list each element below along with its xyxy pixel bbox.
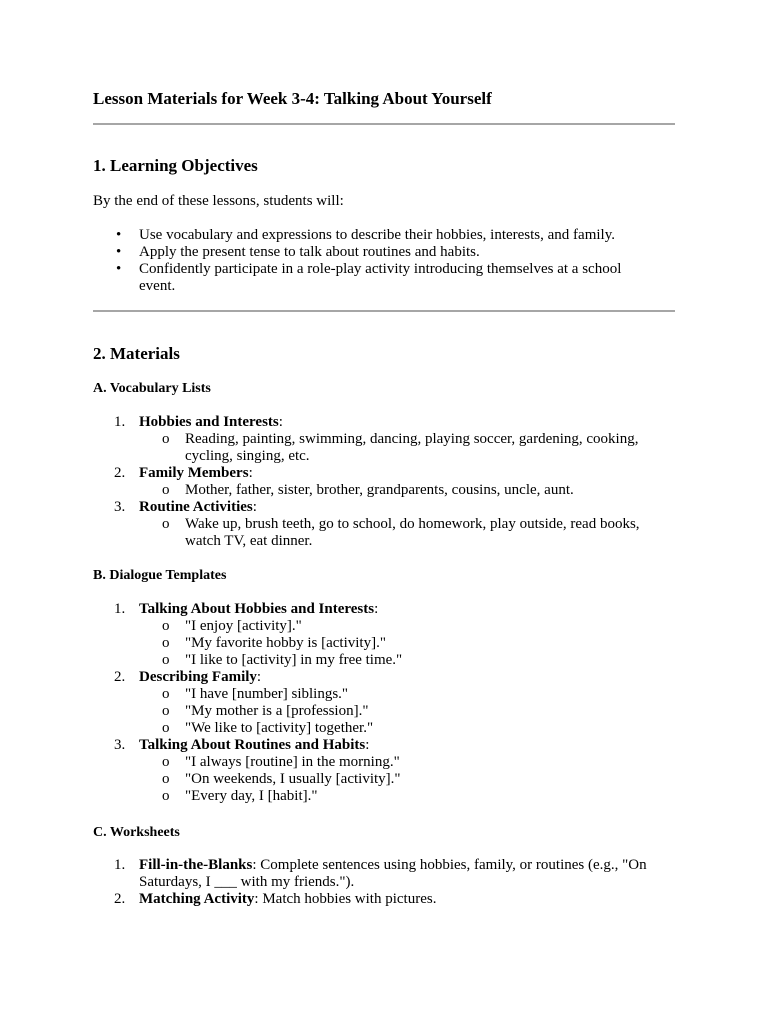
item-number: 3. [114, 499, 126, 515]
item-number: 2. [114, 669, 126, 685]
list-item [93, 891, 676, 908]
sub-item: o "We like to [activity] together." [139, 720, 676, 737]
list-item [93, 601, 676, 669]
item-number: 1. [114, 601, 126, 617]
item-separator: : [278, 414, 283, 430]
section-heading-materials: 2. Materials [93, 344, 180, 363]
item-number: 1. [114, 857, 126, 873]
sub-list [139, 754, 676, 805]
sub-item: o "I enjoy [activity]." [139, 618, 676, 635]
list-item [93, 669, 676, 737]
sub-item: o "I have [number] siblings." [139, 686, 676, 703]
item-term: Hobbies and Interests [139, 414, 279, 430]
list-item [93, 857, 676, 891]
item-term: Routine Activities [139, 499, 253, 515]
item-number: 2. [114, 465, 126, 481]
objectives-intro: By the end of these lessons, students will: [93, 193, 344, 209]
objective-item: • Apply the present tense to talk about routines and habits. [93, 244, 653, 261]
item-text: Match hobbies with pictures. [262, 891, 437, 907]
item-number: 3. [114, 737, 126, 753]
divider [93, 310, 675, 312]
objective-item: • Use vocabulary and expressions to describe their hobbies, interests, and family. [93, 227, 653, 244]
list-item [93, 499, 676, 550]
item-separator: : [256, 669, 262, 685]
item-term: Talking About Hobbies and Interests [139, 601, 375, 617]
item-separator: : [252, 499, 257, 515]
objective-item: • Confidently participate in a role-play activity introducing themselves at a school event. [93, 261, 653, 295]
sub-item: o "I always [routine] in the morning." [139, 754, 676, 771]
sub-item: o Mother, father, sister, brother, grandparents, cousins, uncle, aunt. [139, 482, 676, 499]
item-term: Talking About Routines and Habits [139, 737, 366, 753]
vocabulary-list [93, 414, 676, 550]
sub-item: o Reading, painting, swimming, dancing, playing soccer, gardening, cooking, cycling, singing, etc. [139, 431, 676, 465]
page-title: Lesson Materials for Week 3-4: Talking About Yourself [93, 89, 492, 108]
subheading-dialogue: B. Dialogue Templates [93, 568, 227, 583]
sub-list [139, 686, 676, 737]
sub-list [139, 431, 676, 465]
sub-list [139, 516, 676, 550]
sub-list [139, 618, 676, 669]
item-number: 2. [114, 891, 126, 907]
item-separator: : [248, 465, 253, 481]
list-item [93, 465, 676, 499]
sub-item: o "I like to [activity] in my free time." [139, 652, 676, 669]
sub-item: o "Every day, I [habit]." [139, 788, 676, 805]
sub-list [139, 482, 676, 499]
list-item [93, 414, 676, 465]
item-text: Complete sentences using hobbies, family, or routines (e.g., "On Saturdays, I ___ with my friends."). [139, 857, 647, 890]
item-term: Family Members [139, 465, 249, 481]
sub-item: o "My mother is a [profession]." [139, 703, 676, 720]
subheading-worksheets: C. Worksheets [93, 825, 180, 840]
item-number: 1. [114, 414, 126, 430]
item-separator: : [254, 891, 263, 907]
item-term: Matching Activity [139, 891, 255, 907]
worksheets-list [93, 857, 676, 908]
objectives-list [93, 227, 653, 295]
item-separator: : [252, 857, 261, 873]
sub-item: o Wake up, brush teeth, go to school, do homework, play outside, read books, watch TV, eat dinner. [139, 516, 676, 550]
list-item [93, 737, 676, 805]
subheading-vocabulary: A. Vocabulary Lists [93, 381, 211, 396]
item-term: Describing Family [139, 669, 257, 685]
item-separator: : [374, 601, 379, 617]
section-heading-objectives: 1. Learning Objectives [93, 156, 258, 175]
dialogue-list [93, 601, 676, 805]
sub-item: o "On weekends, I usually [activity]." [139, 771, 676, 788]
item-separator: : [365, 737, 370, 753]
sub-item: o "My favorite hobby is [activity]." [139, 635, 676, 652]
item-term: Fill-in-the-Blanks [139, 857, 253, 873]
divider [93, 123, 675, 125]
